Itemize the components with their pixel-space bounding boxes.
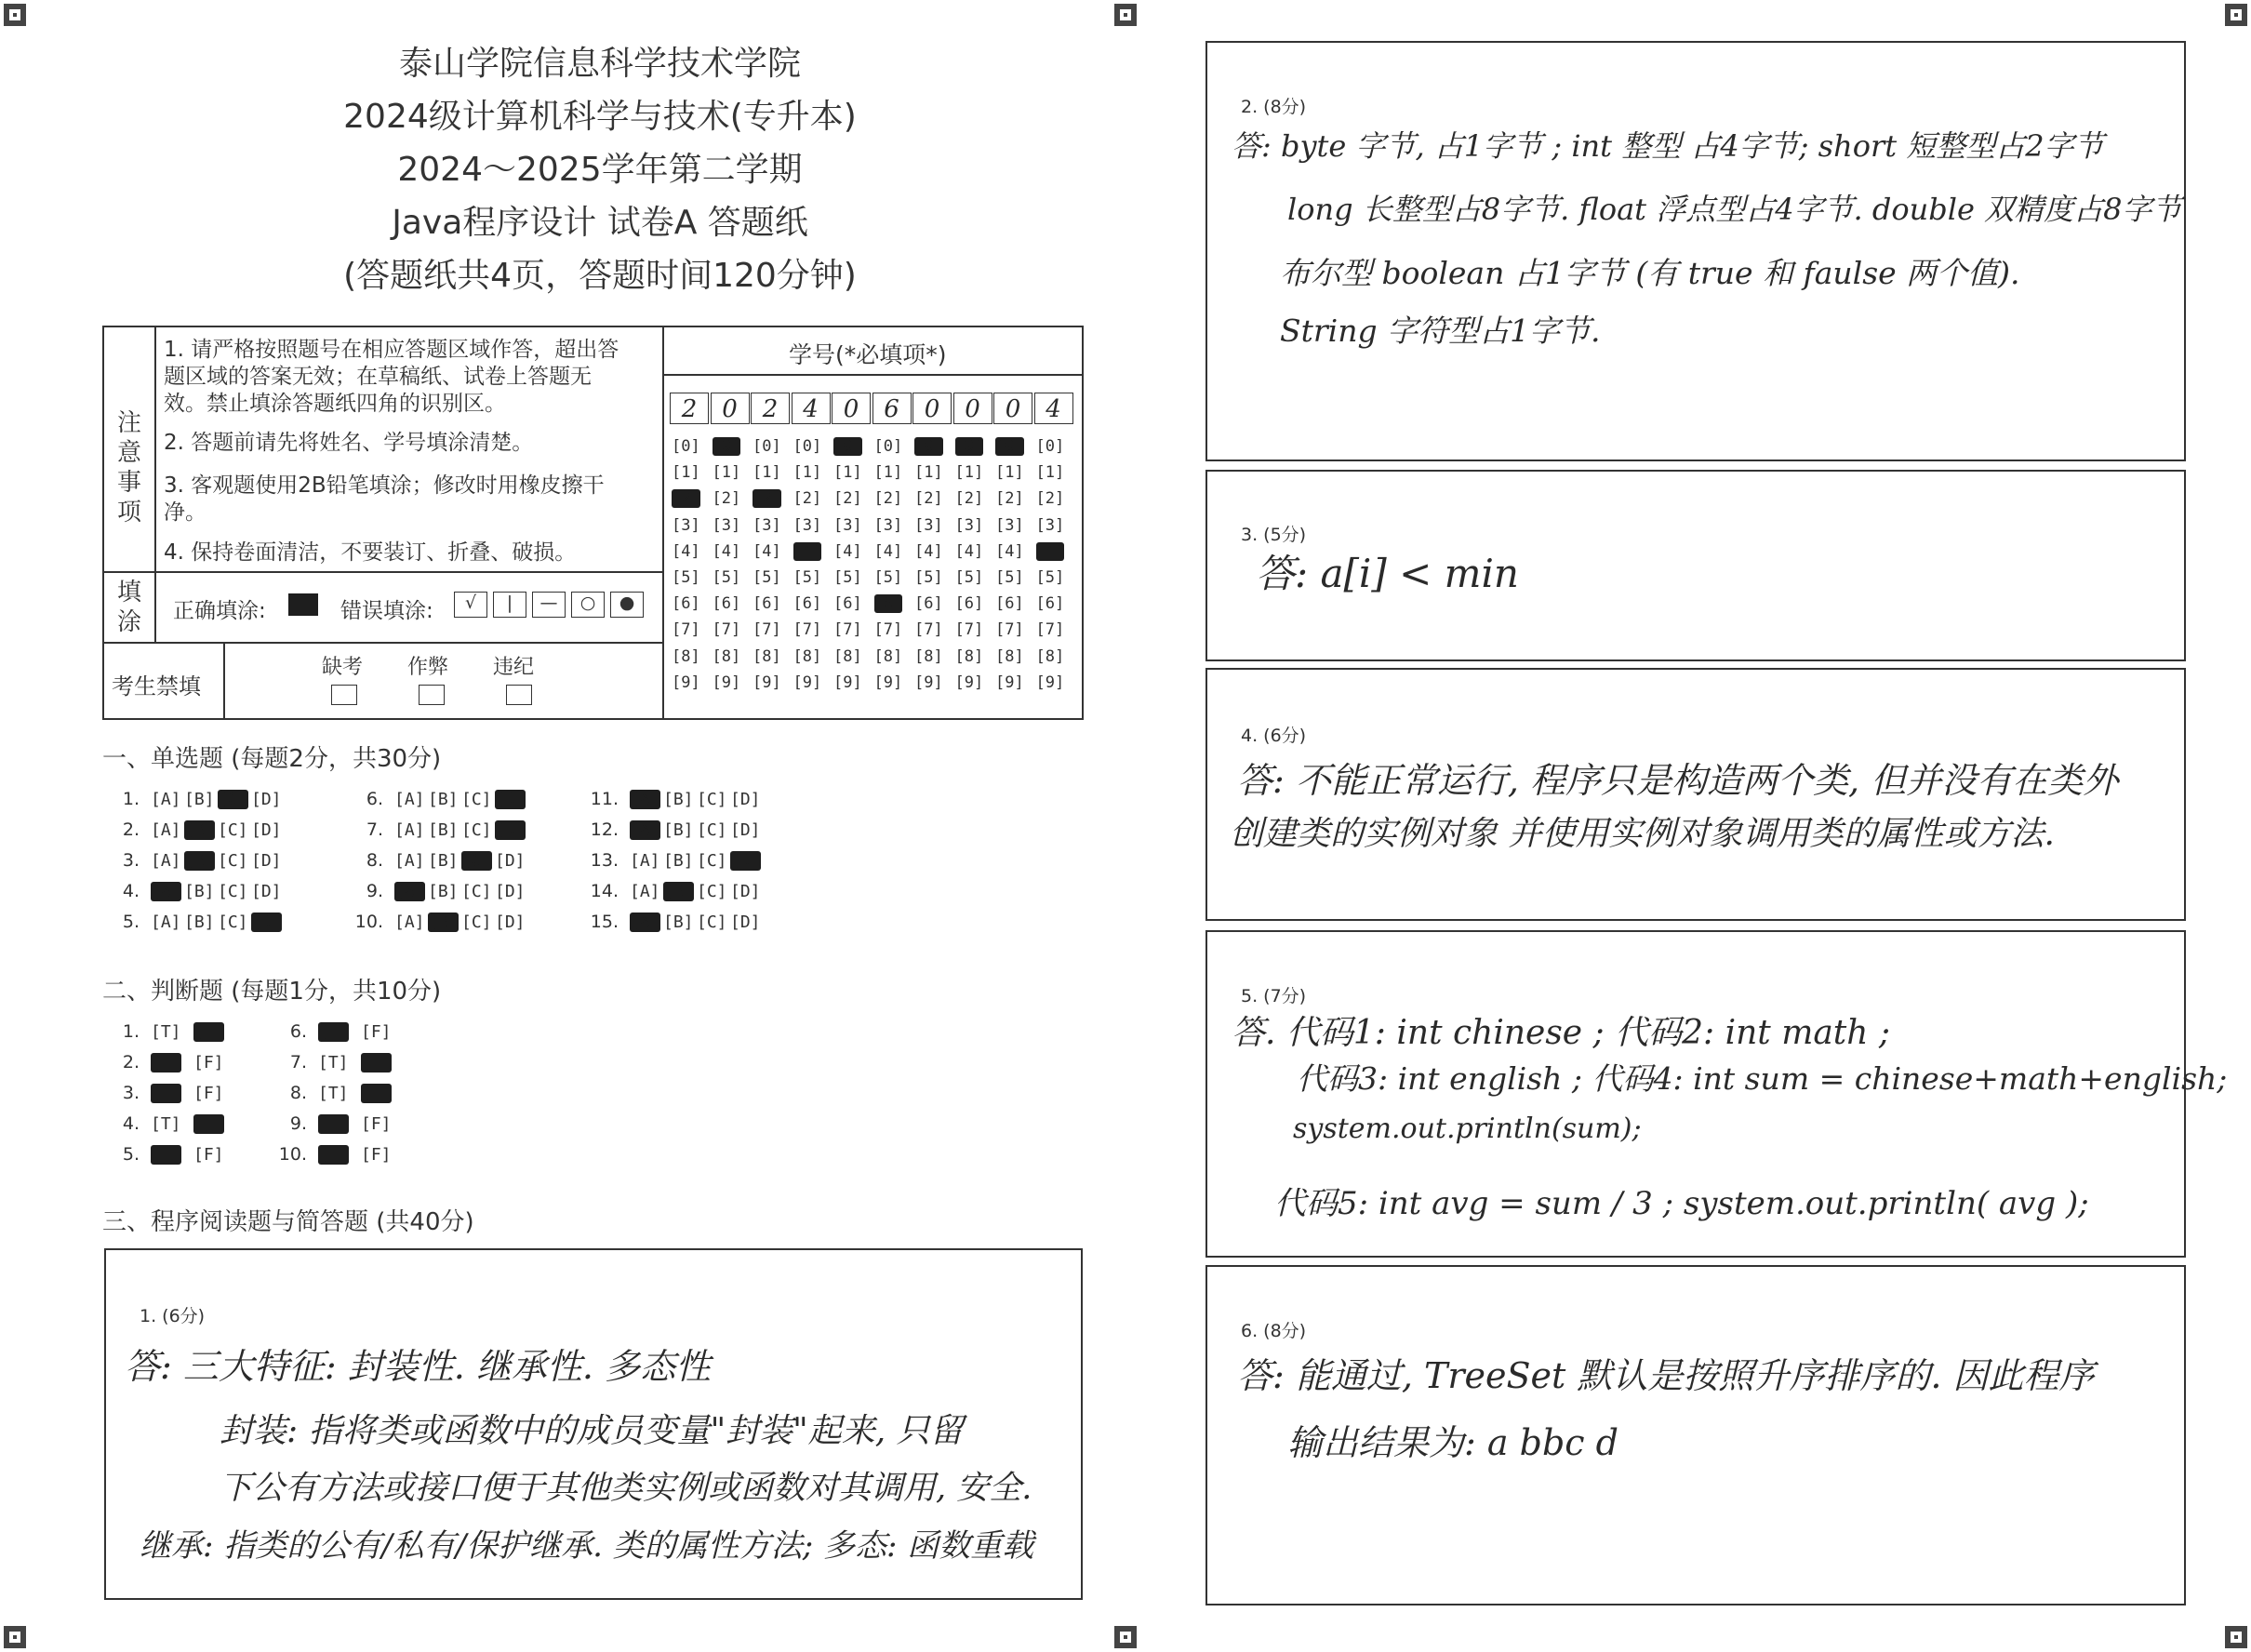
student-id-bubble[interactable]: [4] [995,541,1024,561]
student-id-bubble[interactable]: [9] [712,673,741,692]
tf-option-bubble[interactable]: [F] [193,1053,224,1072]
mc-option-bubble[interactable]: [D] [495,820,526,840]
fill-side-label: 涂 [116,608,141,636]
student-id-bubble[interactable]: [6] [995,594,1024,614]
student-id-bubble[interactable]: [2] [873,489,903,509]
tf-question-number: 2. [122,1052,140,1072]
mc-question-number: 7. [366,819,383,840]
student-id-bubble[interactable]: [1] [914,463,943,483]
mc-question-number: 14. [590,881,619,901]
wrong-fill-sample-2: | [493,592,526,618]
student-id-bubble[interactable]: [2] [793,489,822,509]
forbidden-absent-label: 缺考 [322,656,364,679]
tf-option-bubble[interactable]: [T] [318,1145,349,1165]
section3-title: 三、程序阅读题与简答题 (共40分) [102,1208,474,1236]
student-id-bubble[interactable]: [6] [712,594,741,614]
student-id-bubble[interactable]: [1] [995,463,1024,483]
forbidden-label: 考生禁填 [112,673,201,699]
q5-answer-line: system.out.println(sum); [1293,1112,1642,1145]
student-id-bubble[interactable]: [7] [873,620,903,640]
mc-option-bubble[interactable]: [D] [495,851,526,871]
student-id-bubble[interactable]: [7] [753,620,781,640]
student-id-bubble[interactable]: [6] [954,594,984,614]
tf-question-number: 8. [289,1083,307,1103]
tf-option-bubble[interactable]: [F] [361,1114,392,1134]
mc-option-bubble[interactable]: [B] [428,820,459,840]
term-title: 2024～2025学年第二学期 [397,151,803,189]
tf-question-number: 6. [289,1021,307,1042]
notice-divider [662,326,664,720]
mc-option-bubble[interactable]: [B] [428,851,459,871]
student-id-bubble[interactable]: [8] [873,646,903,666]
student-id-bubble[interactable]: [3] [914,515,943,535]
mc-question-number: 8. [366,850,383,871]
student-id-bubble[interactable]: [7] [914,620,943,640]
student-id-bubble[interactable]: [3] [753,515,781,535]
student-id-bubble[interactable]: [6] [1035,594,1065,614]
tf-option-bubble[interactable]: [T] [318,1114,349,1134]
student-id-digit: 4 [1034,393,1073,424]
tf-option-bubble[interactable]: [T] [318,1084,349,1103]
tf-option-bubble[interactable]: [T] [151,1145,181,1165]
mc-option-bubble[interactable]: [C] [218,913,248,932]
mc-question-number: 11. [590,789,619,809]
student-id-bubble[interactable]: [4] [672,541,700,561]
notice-side-label: 项 [116,499,141,526]
mc-option-bubble[interactable]: [B] [184,882,215,901]
q1-answer-line: 下公有方法或接口便于其他类实例或函数对其调用, 安全. [220,1470,1032,1507]
student-id-digit: 0 [993,393,1032,424]
mc-question-number: 9. [366,881,383,901]
mc-option-bubble[interactable]: [A] [151,851,181,871]
student-id-bubble[interactable]: [3] [1035,515,1065,535]
student-id-digit: 4 [792,393,831,424]
student-id-bubble[interactable]: [6] [914,594,943,614]
student-id-bubble[interactable]: [2] [914,489,943,509]
mc-option-bubble[interactable]: [A] [630,882,660,901]
mc-option-bubble[interactable]: [C] [461,790,492,809]
q4-label: 4. (6分) [1241,726,1307,746]
mc-option-bubble[interactable]: [A] [151,913,181,932]
q2-answer-line: String 字符型占1字节. [1280,313,1601,349]
mc-option-bubble[interactable]: [C] [697,882,727,901]
student-id-bubble[interactable]: [1] [793,463,822,483]
tf-question-number: 1. [122,1021,140,1042]
tf-option-bubble[interactable]: [F] [193,1145,224,1165]
mc-option-bubble[interactable]: [C] [697,790,727,809]
q1-answer-line: 封装: 指将类或函数中的成员变量"封装"起来, 只留 [220,1412,964,1450]
student-id-title: 学号(*必填项*) [789,341,947,368]
exam-title: Java程序设计 试卷A 答题纸 [392,204,808,242]
mc-question-number: 2. [122,819,140,840]
tf-option-bubble[interactable]: [F] [361,1145,392,1165]
student-id-bubble[interactable]: [5] [753,568,781,587]
notice-item-4: 4. 保持卷面清洁，不要装订、折叠、破损。 [164,540,577,565]
mc-option-bubble[interactable]: [B] [663,790,694,809]
student-id-bubble[interactable]: [5] [873,568,903,587]
student-id-bubble[interactable]: [1] [954,463,984,483]
mc-question-number: 5. [122,912,140,932]
notice-divider [662,374,1084,376]
q2-answer-line: long 长整型占8字节. float 浮点型占4字节. double 双精度占8字节 [1287,192,2182,227]
student-id-bubble[interactable]: [9] [833,673,862,692]
mc-option-bubble[interactable]: [D] [730,790,761,809]
student-id-bubble[interactable]: [4] [753,541,781,561]
q6-answer-line: 答: 能通过, TreeSet 默认是按照升序排序的. 因此程序 [1237,1355,2095,1396]
class-title: 2024级计算机科学与技术(专升本) [343,98,857,136]
student-id-digit: 0 [912,393,952,424]
tf-option-bubble[interactable]: [F] [361,1084,392,1103]
tf-option-bubble[interactable]: [T] [151,1022,181,1042]
mc-option-bubble[interactable]: [C] [461,882,492,901]
mc-option-bubble[interactable]: [A] [394,820,425,840]
tf-option-bubble[interactable]: [T] [151,1053,181,1072]
wrong-fill-label: 错误填涂: [340,599,433,623]
mc-option-bubble[interactable]: [C] [461,820,492,840]
mc-option-bubble[interactable]: [B] [184,790,215,809]
student-id-bubble[interactable]: [0] [753,437,781,456]
student-id-bubble[interactable]: [7] [793,620,822,640]
student-id-bubble[interactable]: [2] [995,489,1024,509]
student-id-digit: 0 [832,393,871,424]
mc-option-bubble[interactable]: [C] [697,820,727,840]
student-id-bubble[interactable]: [4] [833,541,862,561]
student-id-bubble[interactable]: [4] [1035,541,1065,561]
mc-option-bubble[interactable]: [A] [630,820,660,840]
student-id-bubble[interactable]: [9] [873,673,903,692]
q5-answer-line: 代码3: int english ; 代码4: int sum = chinese+math+english; [1297,1060,2228,1097]
student-id-bubble[interactable]: [6] [753,594,781,614]
student-id-bubble[interactable]: [9] [672,673,700,692]
notice-item-3: 3. 客观题使用2B铅笔填涂；修改时用橡皮擦干净。 [164,473,605,525]
student-id-bubble[interactable]: [8] [712,646,741,666]
section2-title: 二、判断题 (每题1分，共10分) [102,978,442,1006]
mc-option-bubble[interactable]: [D] [730,913,761,932]
tf-option-bubble[interactable]: [F] [361,1022,392,1042]
q5-answer-line: 答. 代码1: int chinese ; 代码2: int math ; [1232,1014,1891,1052]
student-id-bubble[interactable]: [2] [954,489,984,509]
q3-answer-line: 答: a[i] < min [1256,551,1519,596]
student-id-digit: 2 [670,393,709,424]
mc-question-number: 4. [122,881,140,901]
student-id-bubble[interactable]: [0] [1035,437,1065,456]
student-id-bubble[interactable]: [8] [954,646,984,666]
mc-option-bubble[interactable]: [B] [184,851,215,871]
mc-option-bubble[interactable]: [C] [218,851,248,871]
wrong-fill-sample-5: ● [610,592,644,618]
student-id-bubble[interactable]: [1] [753,463,781,483]
mc-option-bubble[interactable]: [A] [151,820,181,840]
mc-option-bubble[interactable]: [C] [697,913,727,932]
notice-divider [102,571,664,573]
student-id-bubble[interactable]: [3] [873,515,903,535]
mc-option-bubble[interactable]: [A] [630,913,660,932]
student-id-digit: 0 [953,393,992,424]
mc-option-bubble[interactable]: [B] [663,882,694,901]
tf-option-bubble[interactable]: [T] [151,1084,181,1103]
mc-option-bubble[interactable]: [D] [730,882,761,901]
q2-label: 2. (8分) [1241,97,1307,117]
mc-question-number: 1. [122,789,140,809]
mc-question-number: 13. [590,850,619,871]
student-id-bubble[interactable]: [5] [995,568,1024,587]
mc-option-bubble[interactable]: [A] [394,882,425,901]
student-id-bubble[interactable]: [8] [914,646,943,666]
student-id-bubble[interactable]: [3] [954,515,984,535]
q1-answer-line: 答: 三大特征: 封装性. 继承性. 多态性 [125,1346,712,1387]
mc-question-number: 6. [366,789,383,809]
mc-option-bubble[interactable]: [A] [151,790,181,809]
student-id-bubble[interactable]: [0] [672,437,700,456]
student-id-bubble[interactable]: [2] [753,489,781,509]
student-id-bubble[interactable]: [0] [873,437,903,456]
student-id-bubble[interactable]: [2] [712,489,741,509]
student-id-bubble[interactable]: [7] [672,620,700,640]
student-id-bubble[interactable]: [9] [914,673,943,692]
student-id-bubble[interactable]: [9] [995,673,1024,692]
corner-mark-bottom-left [4,1626,26,1648]
student-id-bubble[interactable]: [3] [672,515,700,535]
student-id-bubble[interactable]: [0] [833,437,862,456]
q4-answer-line: 答: 不能正常运行, 程序只是构造两个类, 但并没有在类外 [1237,760,2119,801]
student-id-bubble[interactable]: [5] [1035,568,1065,587]
notice-divider [154,326,156,642]
wrong-fill-sample-1: √ [454,592,487,618]
notice-side-label: 注 [116,409,141,437]
student-id-bubble[interactable]: [5] [833,568,862,587]
tf-option-bubble[interactable]: [F] [193,1114,224,1134]
student-id-bubble[interactable]: [7] [833,620,862,640]
student-id-bubble[interactable]: [7] [1035,620,1065,640]
mc-option-bubble[interactable]: [B] [663,820,694,840]
tf-option-bubble[interactable]: [T] [318,1053,349,1072]
student-id-bubble[interactable]: [8] [995,646,1024,666]
mc-option-bubble[interactable]: [B] [663,913,694,932]
student-id-bubble[interactable]: [9] [753,673,781,692]
mc-option-bubble[interactable]: [C] [218,882,248,901]
notice-side-label: 事 [116,469,141,497]
mc-question-number: 12. [590,819,619,840]
student-id-bubble[interactable]: [7] [954,620,984,640]
q6-label: 6. (8分) [1241,1321,1307,1341]
mc-option-bubble[interactable]: [C] [461,913,492,932]
wrong-fill-sample-3: — [532,592,566,618]
tf-question-number: 9. [289,1113,307,1134]
student-id-bubble[interactable]: [0] [954,437,984,456]
mc-option-bubble[interactable]: [D] [730,820,761,840]
mc-option-bubble[interactable]: [B] [428,882,459,901]
mc-option-bubble[interactable]: [C] [697,851,727,871]
q3-label: 3. (5分) [1241,525,1307,545]
student-id-bubble[interactable]: [9] [1035,673,1065,692]
student-id-bubble[interactable]: [4] [954,541,984,561]
student-id-bubble[interactable]: [3] [793,515,822,535]
mc-option-bubble[interactable]: [C] [218,820,248,840]
forbidden-absent-checkbox[interactable] [331,685,357,705]
exam-subtitle: (答题纸共4页，答题时间120分钟) [343,257,857,295]
student-id-bubble[interactable]: [4] [712,541,741,561]
mc-option-bubble[interactable]: [D] [251,851,282,871]
student-id-bubble[interactable]: [3] [712,515,741,535]
fill-side-label: 填 [116,579,141,606]
q1-answer-line: 继承: 指类的公有/私有/保护继承. 类的属性方法; 多态: 函数重载 [140,1527,1034,1565]
student-id-bubble[interactable]: [0] [914,437,943,456]
notice-divider [223,642,225,720]
student-id-bubble[interactable]: [0] [712,437,741,456]
notice-divider [102,642,664,644]
forbidden-cheat-checkbox[interactable] [419,685,445,705]
mc-option-bubble[interactable]: [C] [461,851,492,871]
mc-option-bubble[interactable]: [B] [663,851,694,871]
mc-option-bubble[interactable]: [D] [251,913,282,932]
q6-answer-line: 输出结果为: a bbc d [1287,1422,1618,1463]
student-id-bubble[interactable]: [5] [793,568,822,587]
mc-option-bubble[interactable]: [D] [251,790,282,809]
tf-option-bubble[interactable]: [T] [151,1114,181,1134]
student-id-bubble[interactable]: [6] [833,594,862,614]
student-id-bubble[interactable]: [5] [914,568,943,587]
q5-label: 5. (7分) [1241,986,1307,1006]
q2-answer-line: 布尔型 boolean 占1字节 (有 true 和 faulse 两个值). [1280,255,2020,291]
student-id-bubble[interactable]: [5] [712,568,741,587]
forbidden-cheat-label: 作弊 [407,656,449,679]
student-id-bubble[interactable]: [2] [1035,489,1065,509]
student-id-bubble[interactable]: [0] [995,437,1024,456]
student-id-bubble[interactable]: [3] [833,515,862,535]
mc-option-bubble[interactable]: [B] [184,913,215,932]
mc-option-bubble[interactable]: [A] [394,851,425,871]
tf-question-number: 10. [278,1144,307,1165]
mc-option-bubble[interactable]: [C] [218,790,248,809]
student-id-bubble[interactable]: [6] [793,594,822,614]
student-id-bubble[interactable]: [1] [672,463,700,483]
student-id-bubble[interactable]: [0] [793,437,822,456]
student-id-digit: 2 [751,393,790,424]
tf-option-bubble[interactable]: [T] [318,1022,349,1042]
forbidden-violation-checkbox[interactable] [506,685,532,705]
mc-option-bubble[interactable]: [D] [495,790,526,809]
tf-option-bubble[interactable]: [F] [361,1053,392,1072]
mc-option-bubble[interactable]: [A] [394,790,425,809]
tf-question-number: 5. [122,1144,140,1165]
student-id-bubble[interactable]: [9] [954,673,984,692]
student-id-bubble[interactable]: [5] [954,568,984,587]
student-id-bubble[interactable]: [8] [793,646,822,666]
school-title: 泰山学院信息科学技术学院 [398,45,801,83]
mc-question-number: 15. [590,912,619,932]
student-id-bubble[interactable]: [5] [672,568,700,587]
mc-option-bubble[interactable]: [D] [495,882,526,901]
mc-option-bubble[interactable]: [B] [428,913,459,932]
student-id-bubble[interactable]: [9] [793,673,822,692]
student-id-bubble[interactable]: [7] [712,620,741,640]
student-id-bubble[interactable]: [2] [672,489,700,509]
q2-answer-line: 答: byte 字节, 占1字节 ; int 整型 占4字节; short 短整型占2字节 [1232,128,2104,164]
notice-item-2: 2. 答题前请先将姓名、学号填涂清楚。 [164,431,534,455]
tf-question-number: 7. [289,1052,307,1072]
mc-option-bubble[interactable]: [D] [251,820,282,840]
mc-option-bubble[interactable]: [A] [151,882,181,901]
corner-mark-top-left [4,4,26,26]
q1-label: 1. (6分) [140,1306,206,1326]
mc-option-bubble[interactable]: [A] [394,913,425,932]
corner-mark-top-right [2225,4,2247,26]
student-id-bubble[interactable]: [4] [914,541,943,561]
forbidden-violation-label: 违纪 [493,656,535,679]
student-id-bubble[interactable]: [8] [672,646,700,666]
tf-question-number: 4. [122,1113,140,1134]
tf-question-number: 3. [122,1083,140,1103]
student-id-bubble[interactable]: [1] [1035,463,1065,483]
student-id-bubble[interactable]: [1] [873,463,903,483]
student-id-digit: 0 [711,393,750,424]
mc-option-bubble[interactable]: [A] [630,790,660,809]
mc-option-bubble[interactable]: [A] [630,851,660,871]
wrong-fill-sample-4: ○ [571,592,605,618]
student-id-bubble[interactable]: [1] [712,463,741,483]
q5-answer-line: 代码5: int avg = sum / 3 ; system.out.println( avg ); [1274,1185,2089,1222]
correct-fill-label: 正确填涂: [173,599,266,623]
tf-option-bubble[interactable]: [F] [193,1022,224,1042]
mc-option-bubble[interactable]: [D] [730,851,761,871]
corner-mark-bottom-center [1114,1626,1137,1648]
correct-fill-sample [288,593,318,616]
mc-option-bubble[interactable]: [B] [428,790,459,809]
student-id-bubble[interactable]: [4] [793,541,822,561]
mc-option-bubble[interactable]: [B] [184,820,215,840]
corner-mark-top-center [1114,4,1137,26]
student-id-digit: 6 [872,393,912,424]
student-id-bubble[interactable]: [6] [672,594,700,614]
mc-question-number: 10. [354,912,383,932]
student-id-bubble[interactable]: [8] [1035,646,1065,666]
notice-item-1: 1. 请严格按照题号在相应答题区域作答，超出答题区域的答案无效；在草稿纸、试卷上答题无效。禁止填涂答题纸四角的识别区。 [164,338,619,416]
mc-option-bubble[interactable]: [D] [251,882,282,901]
tf-option-bubble[interactable]: [F] [193,1084,224,1103]
student-id-bubble[interactable]: [2] [833,489,862,509]
student-id-bubble[interactable]: [1] [833,463,862,483]
student-id-bubble[interactable]: [4] [873,541,903,561]
q4-answer-line: 创建类的实例对象 并使用实例对象调用类的属性或方法. [1230,815,2055,853]
student-id-bubble[interactable]: [8] [753,646,781,666]
mc-option-bubble[interactable]: [D] [495,913,526,932]
student-id-bubble[interactable]: [6] [873,594,903,614]
student-id-bubble[interactable]: [3] [995,515,1024,535]
corner-mark-bottom-right [2225,1626,2247,1648]
student-id-bubble[interactable]: [8] [833,646,862,666]
mc-question-number: 3. [122,850,140,871]
notice-side-label: 意 [116,439,141,467]
student-id-bubble[interactable]: [7] [995,620,1024,640]
section1-title: 一、单选题 (每题2分，共30分) [102,745,442,773]
